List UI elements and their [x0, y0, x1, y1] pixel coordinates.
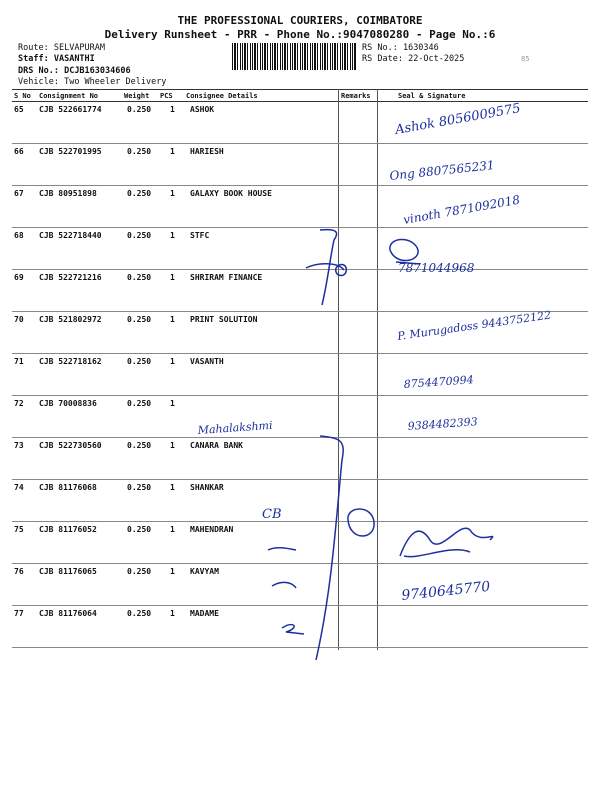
signature-70: P. Murugadoss 9443752122	[396, 308, 552, 343]
consignment-cell-70: CJB 521802972	[39, 315, 102, 324]
pcs-cell-76: 1	[170, 567, 175, 576]
pcs-cell-77: 1	[170, 609, 175, 618]
drs-value: DCJB163034606	[64, 66, 131, 76]
pcs-cell-72: 1	[170, 399, 175, 408]
pcs-cell-74: 1	[170, 483, 175, 492]
mark-76	[272, 582, 296, 588]
sno-cell-76: 76	[14, 567, 24, 576]
row-divider	[12, 605, 588, 606]
col-consignee: Consignee Details	[186, 92, 258, 100]
weight-cell-66: 0.250	[127, 147, 152, 156]
pcs-cell-71: 1	[170, 357, 175, 366]
remarks-left-rule	[338, 89, 339, 650]
remarks-circle-mark-75	[348, 509, 374, 536]
weight-cell-72: 0.250	[127, 399, 152, 408]
signature-75-phone: 9740645770	[400, 578, 492, 604]
pcs-cell-69: 1	[170, 273, 175, 282]
rs-date-line	[362, 54, 464, 64]
rs-no-value: 1630346	[402, 43, 439, 53]
sno-cell-75: 75	[14, 525, 24, 534]
sno-cell-73: 73	[14, 441, 24, 450]
route-line	[18, 43, 105, 53]
consignee-cell-70: PRINT SOLUTION	[190, 315, 258, 324]
pcs-cell-67: 1	[170, 189, 175, 198]
consignment-cell-72: CJB 70008836	[39, 399, 97, 408]
signature-75-scribble	[400, 528, 493, 556]
route-label: Route:	[18, 43, 49, 53]
col-consignment: Consignment No	[39, 92, 99, 100]
consignment-cell-74: CJB 81176068	[39, 483, 97, 492]
consignee-cell-69: SHRIRAM FINANCE	[190, 273, 263, 282]
row-divider	[12, 563, 588, 564]
row-divider	[12, 311, 588, 312]
company-title: THE PROFESSIONAL COURIERS, COIMBATORE	[177, 14, 423, 27]
staff-label: Staff:	[18, 54, 49, 64]
pcs-cell-66: 1	[170, 147, 175, 156]
rs-date-label: RS Date:	[362, 54, 403, 64]
row-divider	[12, 521, 588, 522]
signature-68-scribble	[390, 240, 420, 265]
consignment-cell-68: CJB 522718440	[39, 231, 102, 240]
pcs-cell-65: 1	[170, 105, 175, 114]
sno-cell-77: 77	[14, 609, 24, 618]
col-sno: S No	[14, 92, 31, 100]
weight-cell-73: 0.250	[127, 441, 152, 450]
sno-cell-70: 70	[14, 315, 24, 324]
sno-cell-74: 74	[14, 483, 24, 492]
vehicle-line	[18, 77, 166, 87]
sno-cell-68: 68	[14, 231, 24, 240]
consignee-cell-66: HARIESH	[190, 147, 224, 156]
pcs-cell-68: 1	[170, 231, 175, 240]
rs-no-line	[362, 43, 439, 53]
signature-69: 7871044968	[398, 261, 475, 275]
row-divider	[12, 269, 588, 270]
route-value: SELVAPURAM	[53, 43, 106, 53]
signature-65: Ashok 8056009575	[394, 101, 522, 138]
sno-cell-72: 72	[14, 399, 24, 408]
consignment-cell-75: CJB 81176052	[39, 525, 97, 534]
signature-71: 8754470994	[403, 373, 475, 391]
weight-cell-69: 0.250	[127, 273, 152, 282]
row-divider	[12, 647, 588, 648]
consignment-cell-66: CJB 522701995	[39, 147, 102, 156]
sno-cell-69: 69	[14, 273, 24, 282]
vehicle-value: Two Wheeler Delivery	[64, 77, 167, 87]
signature-72: 9384482393	[407, 415, 479, 433]
row-divider	[12, 227, 588, 228]
pcs-cell-75: 1	[170, 525, 175, 534]
handwritten-name-72: Mahalakshmi	[197, 418, 273, 437]
row-divider	[12, 479, 588, 480]
consignee-cell-76: KAVYAM	[190, 567, 219, 576]
remarks-bracket-73-77	[316, 436, 343, 660]
sno-cell-66: 66	[14, 147, 24, 156]
consignee-cell-68: STFC	[190, 231, 210, 240]
weight-cell-74: 0.250	[127, 483, 152, 492]
weight-cell-77: 0.250	[127, 609, 152, 618]
cb-mark: CB	[262, 507, 282, 522]
table-top-rule	[12, 89, 588, 90]
remarks-right-rule	[377, 89, 378, 650]
drs-label: DRS No.:	[18, 66, 59, 76]
row-divider	[12, 185, 588, 186]
signature-66: Ong 8807565231	[388, 158, 496, 183]
runsheet-subtitle: Delivery Runsheet - PRR - Phone No.:9047080280 - Page No.:6	[104, 28, 496, 41]
row-divider	[12, 143, 588, 144]
rs-no-label: RS No.:	[362, 43, 398, 53]
consignment-cell-69: CJB 522721216	[39, 273, 102, 282]
sno-cell-65: 65	[14, 105, 24, 114]
consignment-cell-76: CJB 81176065	[39, 567, 97, 576]
col-pcs: PCS	[160, 92, 173, 100]
signature-67: vinoth 7871092018	[402, 192, 522, 227]
table-header-rule	[12, 101, 588, 102]
sno-cell-67: 67	[14, 189, 24, 198]
mark-77	[282, 625, 304, 634]
rs-date-value: 22-Oct-2025	[408, 54, 465, 64]
consignment-cell-65: CJB 522661774	[39, 105, 102, 114]
weight-cell-76: 0.250	[127, 567, 152, 576]
consignee-cell-77: MADAME	[190, 609, 219, 618]
barcode-image	[232, 43, 357, 70]
consignee-cell-73: CANARA BANK	[190, 441, 243, 450]
mark-75	[268, 548, 296, 550]
col-weight: Weight	[124, 92, 150, 100]
consignee-cell-65: ASHOK	[190, 105, 215, 114]
consignee-cell-67: GALAXY BOOK HOUSE	[190, 189, 272, 198]
weight-cell-71: 0.250	[127, 357, 152, 366]
consignee-cell-74: SHANKAR	[190, 483, 224, 492]
consignment-cell-73: CJB 522730560	[39, 441, 102, 450]
weight-cell-70: 0.250	[127, 315, 152, 324]
col-seal-signature: Seal & Signature	[398, 92, 466, 100]
col-remarks: Remarks	[341, 92, 371, 100]
staff-value: VASANTHI	[53, 54, 95, 64]
consignment-cell-77: CJB 81176064	[39, 609, 97, 618]
weight-cell-68: 0.250	[127, 231, 152, 240]
weight-cell-65: 0.250	[127, 105, 152, 114]
row-divider	[12, 353, 588, 354]
pcs-cell-73: 1	[170, 441, 175, 450]
pcs-cell-70: 1	[170, 315, 175, 324]
stray-mark: 85	[521, 55, 530, 63]
weight-cell-67: 0.250	[127, 189, 152, 198]
consignee-cell-75: MAHENDRAN	[190, 525, 234, 534]
staff-line	[18, 54, 95, 64]
consignment-cell-67: CJB 80951898	[39, 189, 97, 198]
row-divider	[12, 395, 588, 396]
sno-cell-71: 71	[14, 357, 24, 366]
drs-line	[18, 66, 131, 76]
vehicle-label: Vehicle:	[18, 77, 59, 87]
consignee-cell-71: VASANTH	[190, 357, 224, 366]
weight-cell-75: 0.250	[127, 525, 152, 534]
consignment-cell-71: CJB 522718162	[39, 357, 102, 366]
row-divider	[12, 437, 588, 438]
